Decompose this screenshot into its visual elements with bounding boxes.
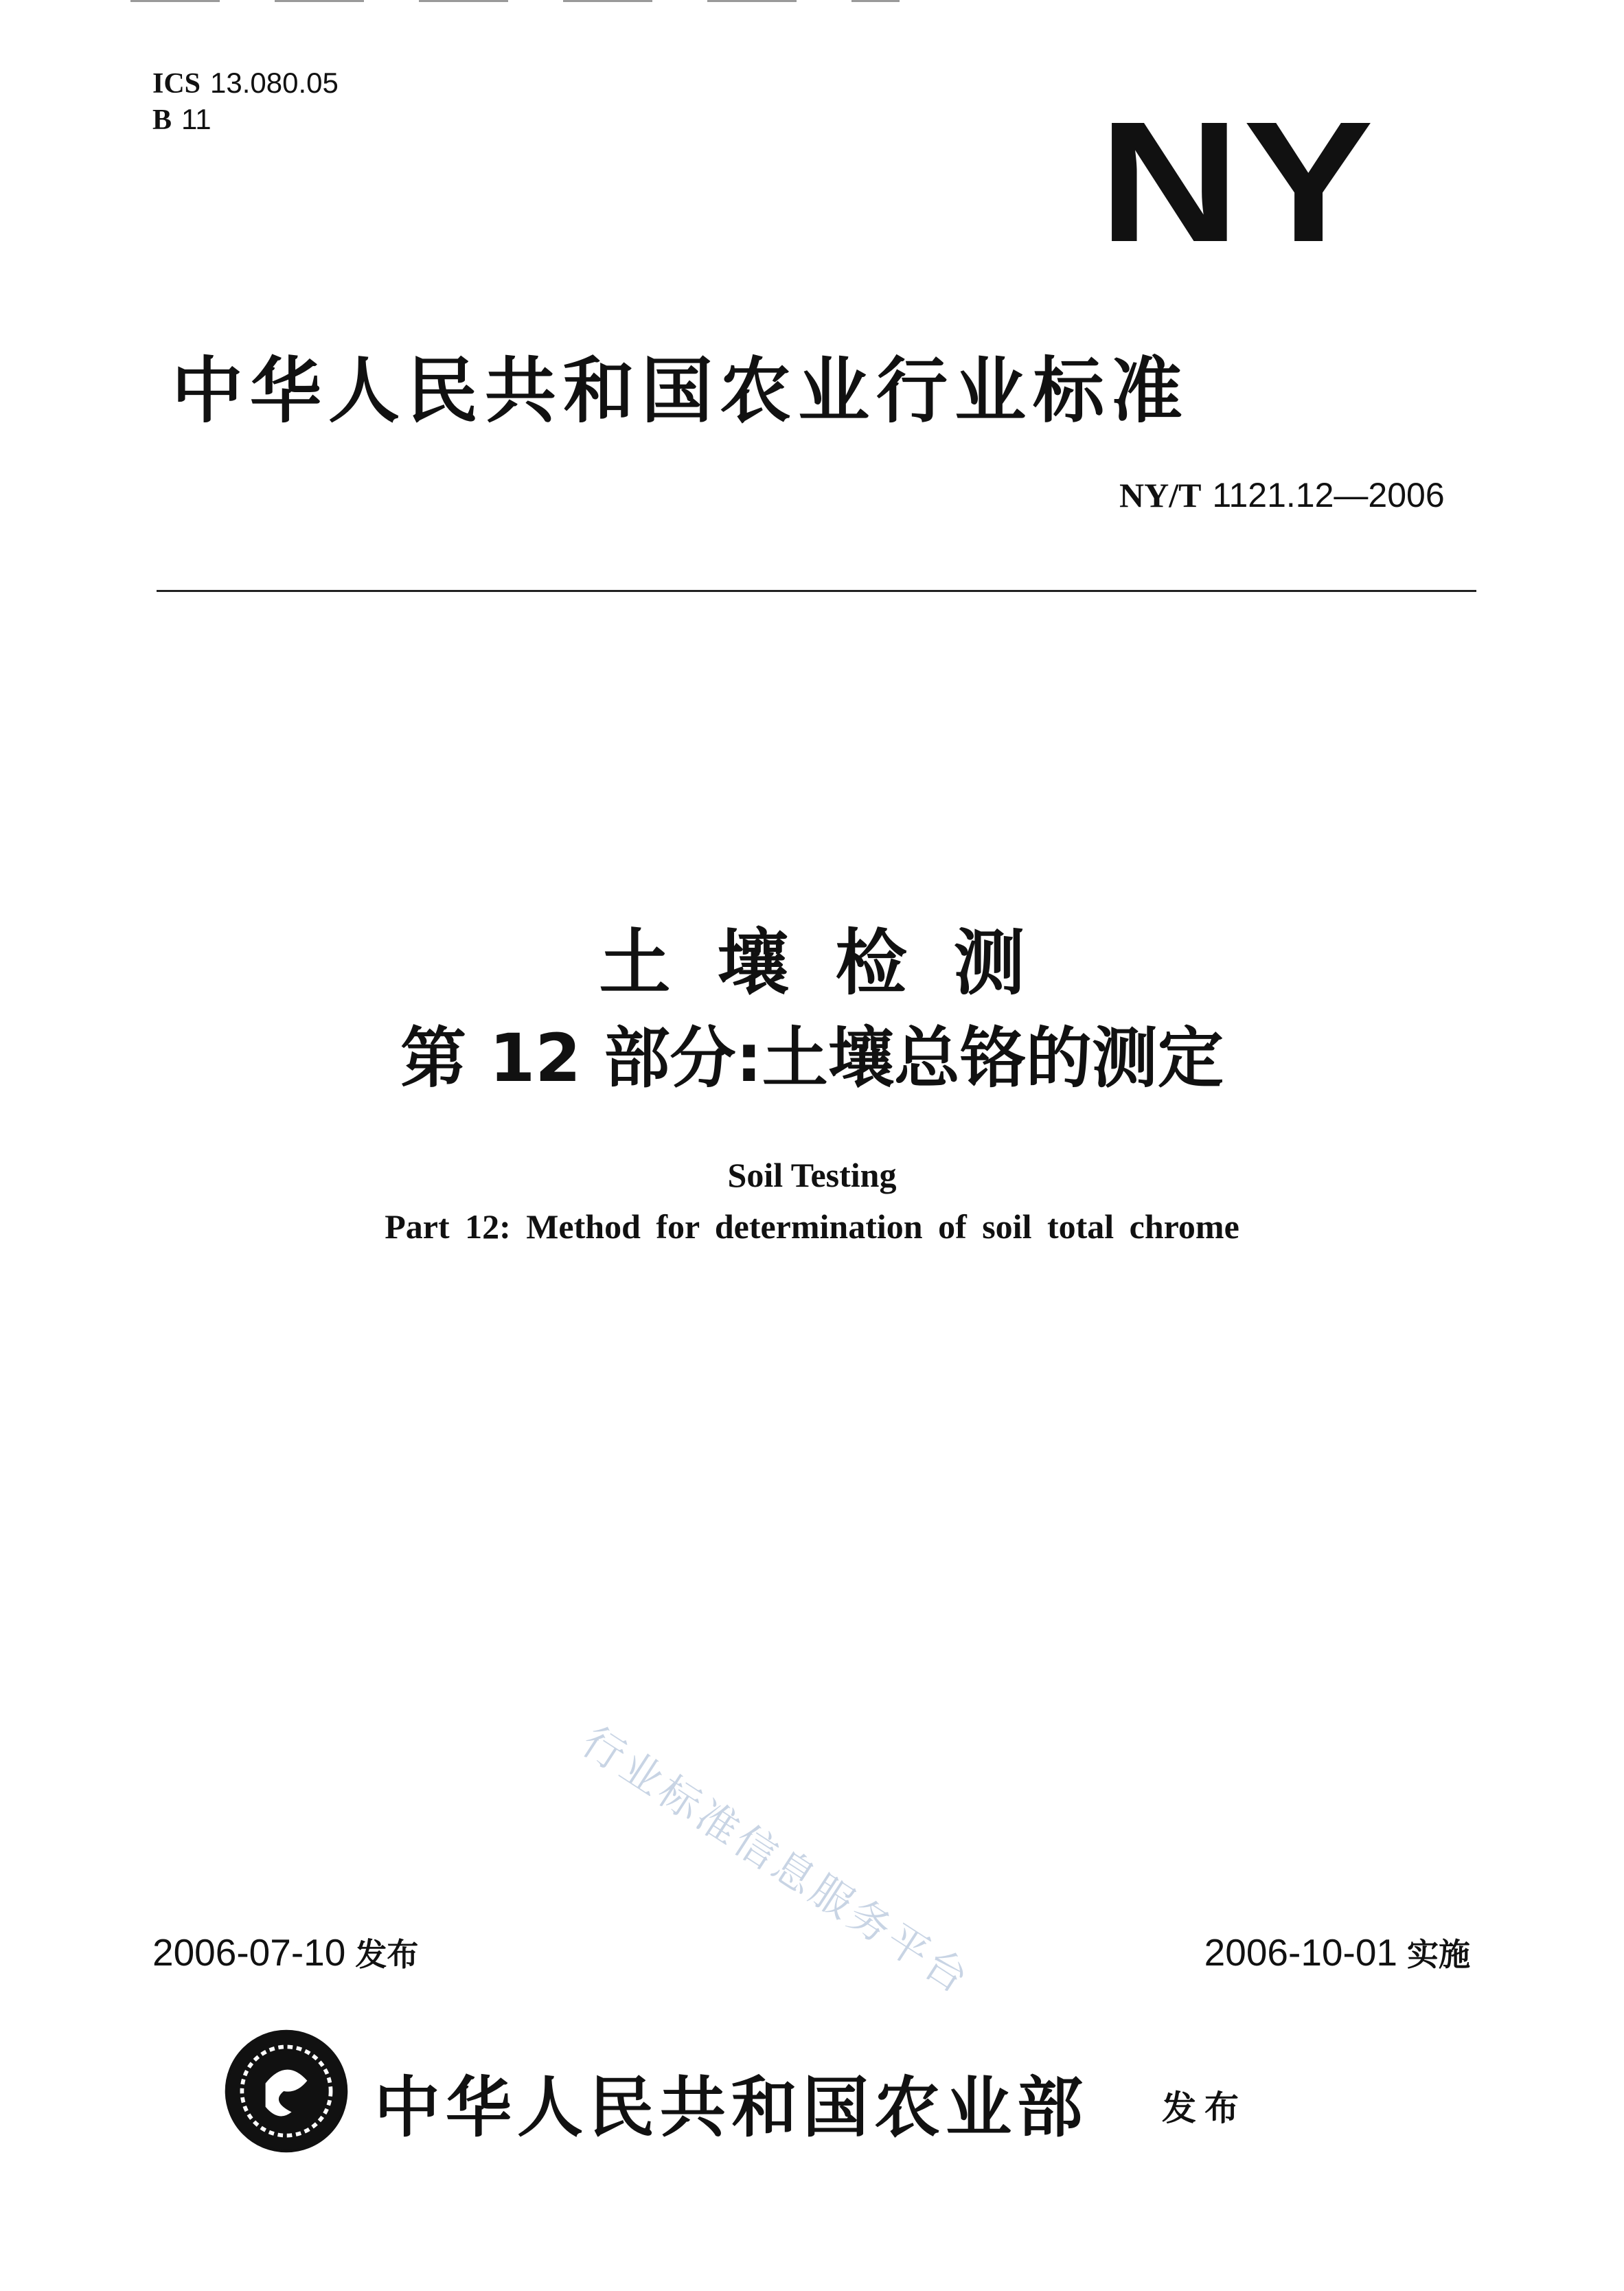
standard-category-title: 中华人民共和国农业行业标准 bbox=[172, 349, 1190, 433]
english-title-main: Soil Testing bbox=[727, 1156, 897, 1194]
effective-date-block bbox=[1204, 1930, 1470, 1975]
standard-code: 1121.12—2006 bbox=[1212, 476, 1445, 514]
issuing-ministry: 中华人民共和国农业部 bbox=[374, 2069, 1088, 2146]
publish-date-block bbox=[152, 1930, 418, 1975]
ccs-value: 11 bbox=[181, 103, 211, 135]
effective-date: 2006-10-01 bbox=[1204, 1931, 1397, 1974]
effective-label: 实施 bbox=[1407, 1937, 1470, 1972]
standard-prefix: NY/T bbox=[1119, 476, 1202, 514]
ccs-code bbox=[152, 102, 339, 138]
english-title-part: Part 12: Method for determination of soil total chrome bbox=[385, 1207, 1239, 1246]
ics-code bbox=[152, 65, 339, 102]
standard-number bbox=[1119, 475, 1445, 515]
ics-value: 13.080.05 bbox=[210, 67, 339, 99]
header-divider bbox=[157, 590, 1476, 592]
ics-label: ICS bbox=[152, 68, 201, 100]
ccs-label: B bbox=[152, 104, 172, 136]
issue-label: 发布 bbox=[1162, 2088, 1247, 2128]
ny-logo: NY bbox=[1099, 86, 1377, 277]
top-edge-dashes bbox=[130, 0, 900, 2]
chinese-title-main: 土壤检测 bbox=[599, 921, 1072, 1005]
classification-block bbox=[152, 65, 339, 138]
ministry-emblem-icon bbox=[221, 2026, 352, 2156]
publish-date: 2006-07-10 bbox=[152, 1931, 346, 1974]
publish-label: 发布 bbox=[355, 1937, 419, 1972]
watermark: 行业标准信息服务平台 bbox=[573, 1717, 980, 2005]
chinese-title-part: 第 12 部分:土壤总铬的测定 bbox=[400, 1020, 1224, 1097]
